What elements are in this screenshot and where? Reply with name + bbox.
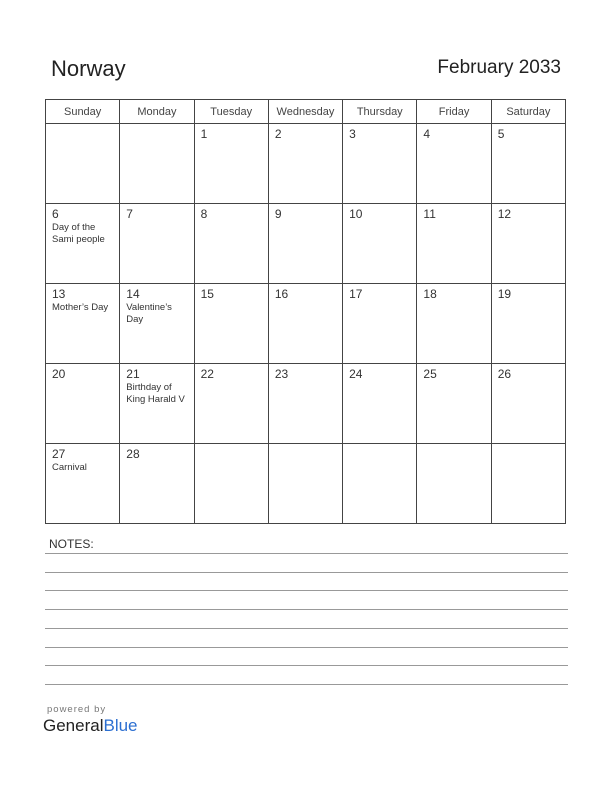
weekday-saturday: Saturday — [491, 100, 565, 124]
powered-by-text: powered by — [47, 704, 107, 715]
holiday-label: Mother’s Day — [52, 302, 109, 313]
day-number: 28 — [126, 447, 140, 461]
week-row — [46, 204, 566, 284]
weekday-wednesday: Wednesday — [268, 100, 342, 124]
day-cell[interactable] — [120, 284, 194, 364]
day-number: 5 — [497, 127, 505, 141]
day-number: 8 — [200, 207, 208, 221]
day-number: 21 — [126, 367, 140, 381]
day-cell[interactable] — [343, 124, 417, 204]
note-line — [45, 665, 568, 666]
day-number: 14 — [126, 287, 140, 301]
day-number: 16 — [274, 287, 289, 301]
day-number: 18 — [423, 287, 437, 301]
day-number: 20 — [52, 367, 66, 381]
day-cell[interactable] — [120, 124, 194, 204]
day-cell[interactable] — [46, 204, 120, 284]
holiday-label: Day of the Sami people — [52, 222, 105, 245]
day-cell[interactable] — [194, 284, 268, 364]
day-number: 6 — [52, 207, 59, 221]
day-cell[interactable] — [343, 204, 417, 284]
country-title: Norway — [51, 56, 126, 81]
notes-label: NOTES: — [49, 537, 94, 551]
week-row — [46, 284, 566, 364]
day-cell[interactable] — [491, 204, 565, 284]
day-number: 13 — [52, 287, 66, 301]
day-number: 19 — [497, 287, 512, 301]
month-year-title: February 2033 — [437, 57, 561, 78]
day-number: 17 — [349, 287, 363, 301]
day-cell[interactable] — [120, 444, 194, 524]
weekday-monday: Monday — [120, 100, 194, 124]
day-number: 11 — [423, 207, 436, 221]
holiday-label: Carnival — [52, 462, 87, 473]
note-line — [45, 553, 568, 554]
day-number: 1 — [200, 127, 208, 141]
holiday-label: Valentine’s Day — [126, 302, 172, 325]
day-cell[interactable] — [46, 364, 120, 444]
day-number: 3 — [349, 127, 356, 141]
day-cell[interactable] — [417, 284, 491, 364]
weekday-sunday: Sunday — [46, 100, 120, 124]
week-row — [46, 364, 566, 444]
day-number: 25 — [423, 367, 437, 381]
day-number: 7 — [126, 207, 133, 221]
brand-blue-text: Blue — [103, 716, 138, 735]
day-cell[interactable] — [46, 124, 120, 204]
day-cell[interactable] — [120, 364, 194, 444]
day-cell[interactable] — [268, 444, 342, 524]
day-cell[interactable] — [120, 204, 194, 284]
week-row — [46, 124, 566, 204]
day-cell[interactable] — [194, 444, 268, 524]
day-cell[interactable] — [343, 284, 417, 364]
note-line — [45, 684, 568, 685]
holiday-label: Birthday of King Harald V — [126, 382, 185, 405]
day-cell[interactable] — [343, 444, 417, 524]
day-number: 23 — [274, 367, 289, 381]
day-cell[interactable] — [491, 364, 565, 444]
day-number: 2 — [274, 127, 282, 141]
day-cell[interactable] — [268, 284, 342, 364]
day-number: 15 — [200, 287, 214, 301]
note-line — [45, 628, 568, 629]
weekday-friday: Friday — [417, 100, 491, 124]
day-number: 12 — [497, 207, 512, 221]
brand-general-text: General — [43, 716, 104, 735]
day-number: 24 — [349, 367, 363, 381]
day-cell[interactable] — [491, 124, 565, 204]
weekday-header-row — [46, 100, 566, 124]
day-cell[interactable] — [268, 204, 342, 284]
day-cell[interactable] — [491, 444, 565, 524]
day-cell[interactable] — [417, 444, 491, 524]
note-line — [45, 647, 568, 648]
note-line — [45, 609, 568, 610]
week-row — [46, 444, 566, 524]
day-cell[interactable] — [268, 124, 342, 204]
day-cell[interactable] — [343, 364, 417, 444]
day-cell[interactable] — [194, 364, 268, 444]
day-number: 27 — [52, 447, 66, 461]
day-number: 9 — [274, 207, 282, 221]
day-number: 22 — [200, 367, 214, 381]
day-cell[interactable] — [194, 124, 268, 204]
day-cell[interactable] — [46, 444, 120, 524]
day-cell[interactable] — [491, 284, 565, 364]
brand-logo — [43, 716, 138, 736]
day-cell[interactable] — [417, 124, 491, 204]
day-number: 26 — [497, 367, 512, 381]
day-cell[interactable] — [417, 204, 491, 284]
day-number: 10 — [349, 207, 363, 221]
day-number: 4 — [423, 127, 431, 141]
note-line — [45, 590, 568, 591]
day-cell[interactable] — [417, 364, 491, 444]
day-cell[interactable] — [46, 284, 120, 364]
weekday-tuesday: Tuesday — [194, 100, 268, 124]
weekday-thursday: Thursday — [343, 100, 417, 124]
day-cell[interactable] — [268, 364, 342, 444]
day-cell[interactable] — [194, 204, 268, 284]
note-line — [45, 572, 568, 573]
calendar-grid — [45, 99, 566, 524]
